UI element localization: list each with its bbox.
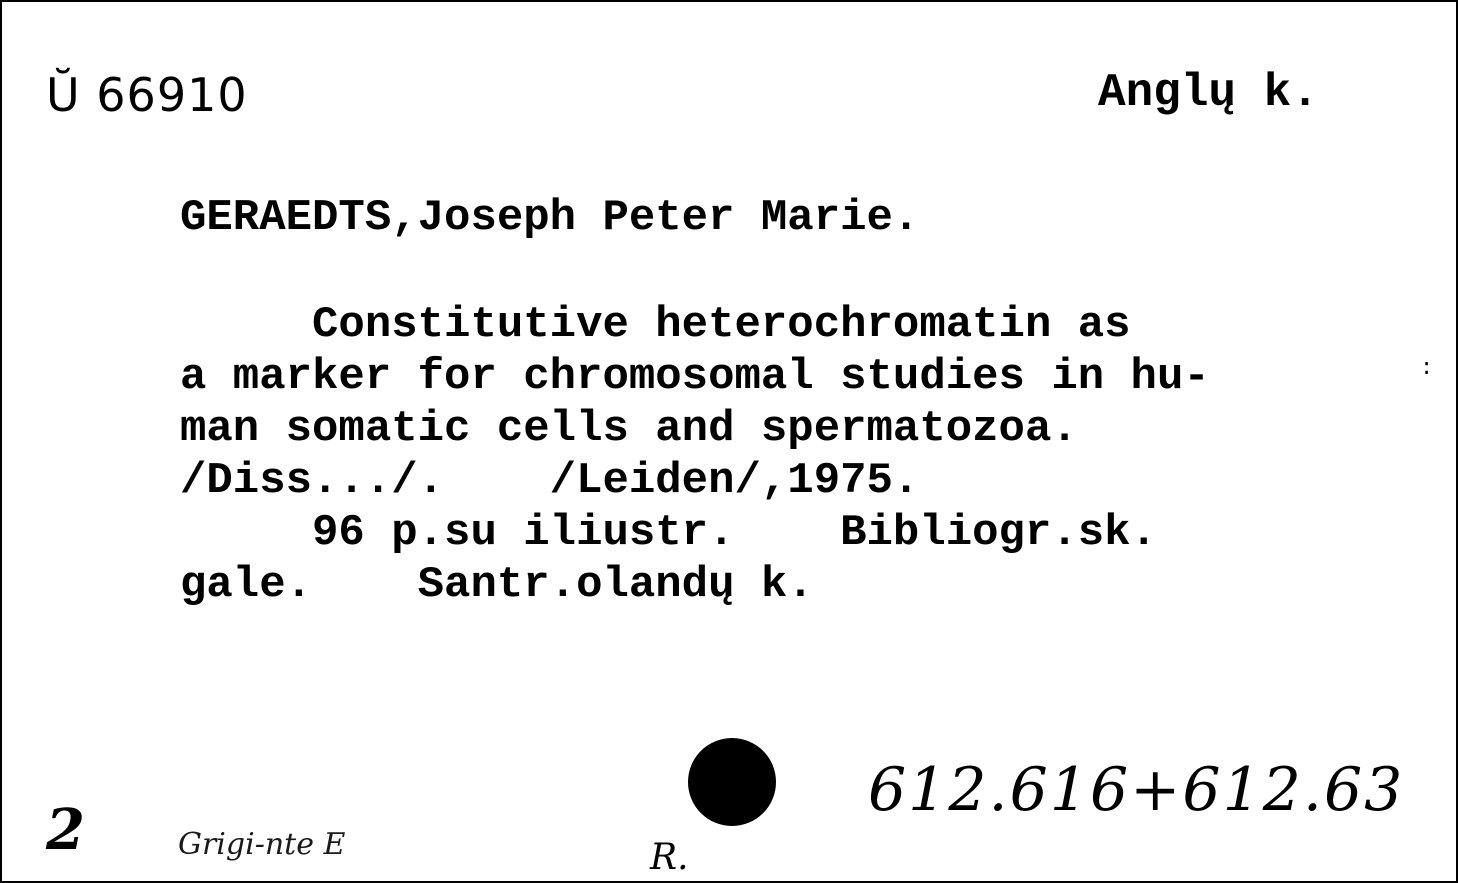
handwritten-note: Grigi-nte E [178, 827, 346, 862]
description-line: man somatic cells and spermatozoa. [180, 404, 1078, 454]
handwritten-number: 2 [46, 797, 85, 863]
bibliographic-description [180, 299, 1210, 611]
description-line: 96 p.su iliustr. Bibliogr.sk. [180, 508, 1157, 558]
description-line: Constitutive heterochromatin as [180, 300, 1131, 350]
handwritten-initial: R. [650, 837, 689, 878]
language-note: Anglų k. [1098, 67, 1319, 119]
punch-hole [688, 738, 776, 826]
description-line: a marker for chromosomal studies in hu- [180, 352, 1210, 402]
margin-mark: : [1420, 356, 1434, 381]
author-heading: GERAEDTS,Joseph Peter Marie. [180, 193, 920, 243]
classification-number: 612.616+612.63 [868, 755, 1405, 825]
call-number: Ŭ 66910 [46, 68, 248, 122]
description-line: /Diss.../. /Leiden/,1975. [180, 456, 920, 506]
description-line: gale. Santr.olandų k. [180, 560, 814, 610]
